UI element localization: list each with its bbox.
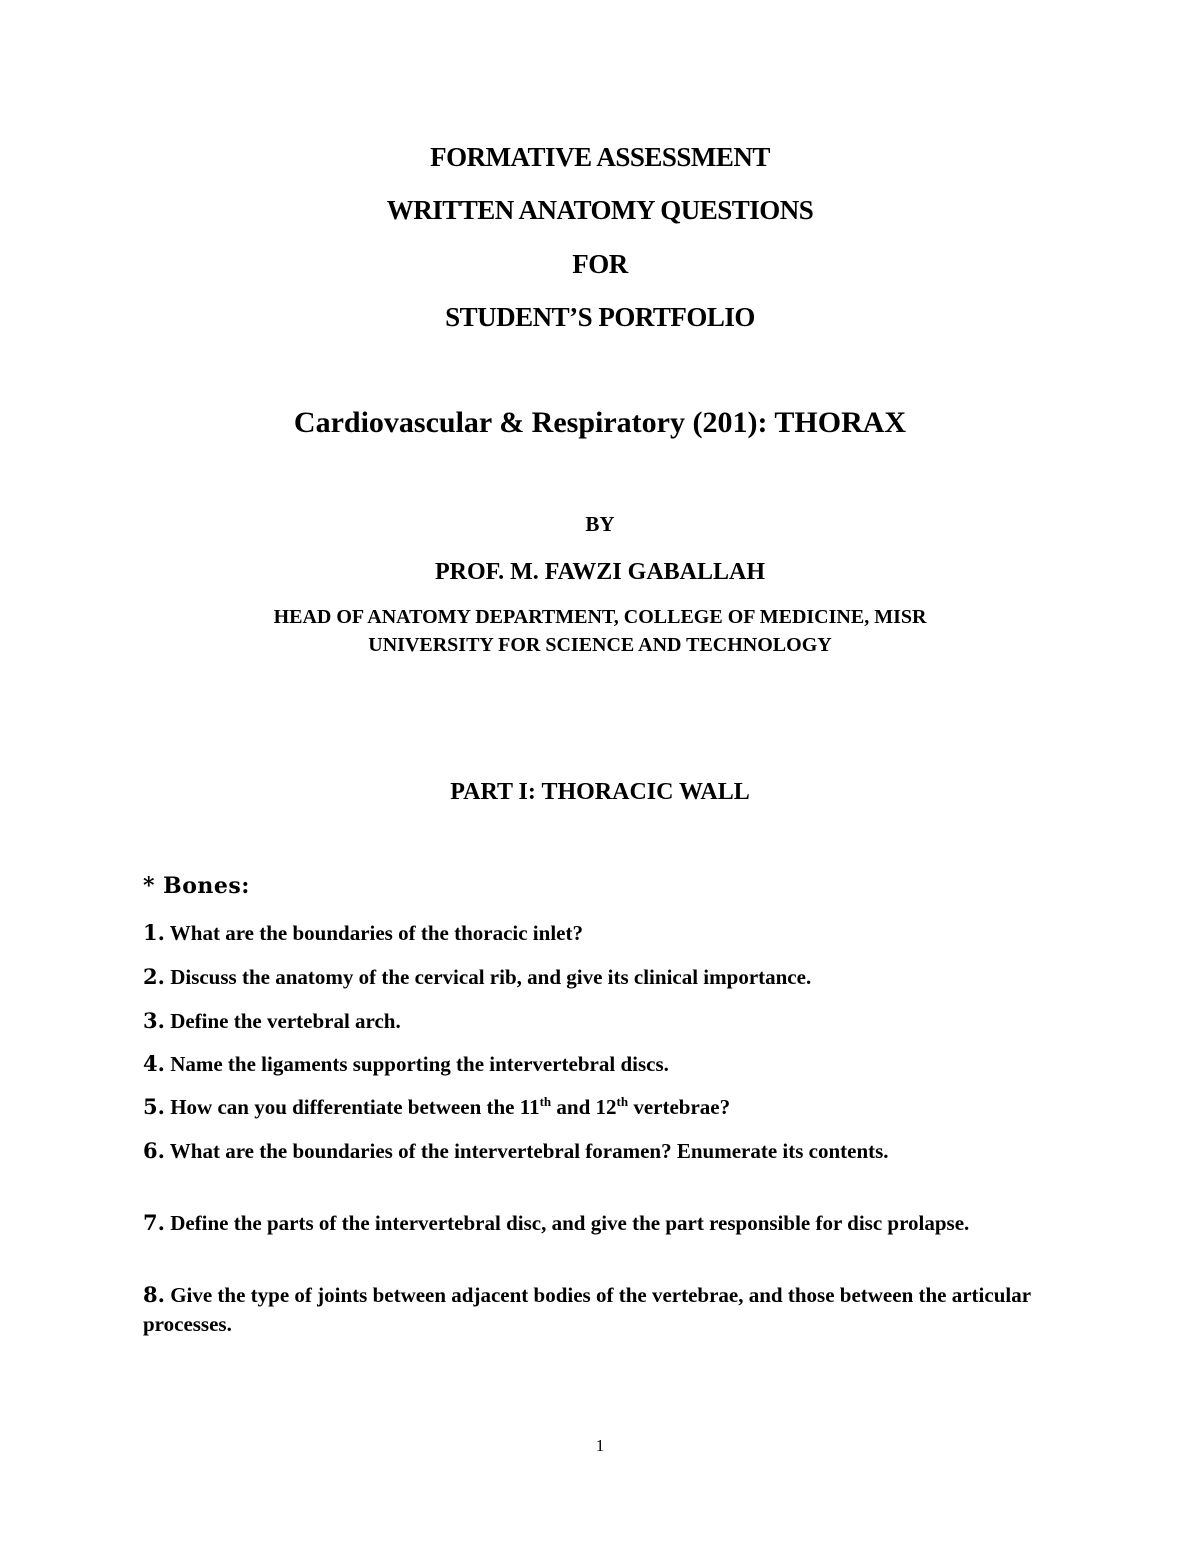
affiliation-line-2: UNIVERSITY FOR SCIENCE AND TECHNOLOGY bbox=[368, 634, 832, 656]
question-text: What are the boundaries of the intervertebral foramen? Enumerate its contents. bbox=[164, 1139, 889, 1163]
question-number: 8. bbox=[143, 1282, 165, 1307]
question-text: Discuss the anatomy of the cervical rib, and give its clinical importance. bbox=[164, 965, 812, 989]
section-heading: * Bones: bbox=[143, 873, 250, 899]
question-4 bbox=[143, 1049, 1043, 1079]
part-title: PART I: THORACIC WALL bbox=[450, 779, 750, 805]
question-text: Define the parts of the intervertebral disc, and give the part responsible for disc prolapse. bbox=[164, 1211, 970, 1235]
question-6 bbox=[143, 1136, 1033, 1166]
question-text: and 12 bbox=[551, 1095, 617, 1119]
question-5 bbox=[143, 1092, 1043, 1122]
question-8 bbox=[143, 1280, 1043, 1339]
by-label: BY bbox=[585, 512, 615, 536]
question-number: 6. bbox=[143, 1138, 165, 1163]
question-number: 7. bbox=[143, 1210, 165, 1235]
question-text: Name the ligaments supporting the intervertebral discs. bbox=[164, 1052, 669, 1076]
title-line-4: STUDENT’S PORTFOLIO bbox=[445, 302, 755, 332]
question-text: Define the vertebral arch. bbox=[164, 1009, 401, 1033]
question-number: 4. bbox=[143, 1051, 165, 1076]
affiliation-line-1: HEAD OF ANATOMY DEPARTMENT, COLLEGE OF MEDICINE, MISR bbox=[273, 606, 927, 628]
question-text: vertebrae? bbox=[628, 1095, 731, 1119]
author-name: PROF. M. FAWZI GABALLAH bbox=[434, 559, 766, 585]
title-line-2: WRITTEN ANATOMY QUESTIONS bbox=[386, 195, 814, 225]
course-title: Cardiovascular & Respiratory (201): THORAX bbox=[293, 406, 907, 439]
question-1 bbox=[143, 918, 1043, 948]
question-number: 3. bbox=[143, 1008, 165, 1033]
question-number: 1. bbox=[143, 920, 165, 945]
title-line-1: FORMATIVE ASSESSMENT bbox=[430, 142, 770, 172]
question-text: Give the type of joints between adjacent bodies of the vertebrae, and those between the articular processes. bbox=[143, 1283, 1031, 1336]
ordinal-suffix: th bbox=[539, 1094, 552, 1109]
question-7 bbox=[143, 1208, 1043, 1238]
question-3 bbox=[143, 1006, 1043, 1036]
page-number: 1 bbox=[595, 1436, 605, 1455]
question-text: What are the boundaries of the thoracic inlet? bbox=[164, 921, 583, 945]
question-2 bbox=[143, 962, 1043, 992]
title-line-3: FOR bbox=[572, 249, 628, 279]
question-text: How can you differentiate between the 11 bbox=[164, 1095, 540, 1119]
question-number: 2. bbox=[143, 964, 165, 989]
question-number: 5. bbox=[143, 1094, 165, 1119]
ordinal-suffix: th bbox=[616, 1094, 629, 1109]
